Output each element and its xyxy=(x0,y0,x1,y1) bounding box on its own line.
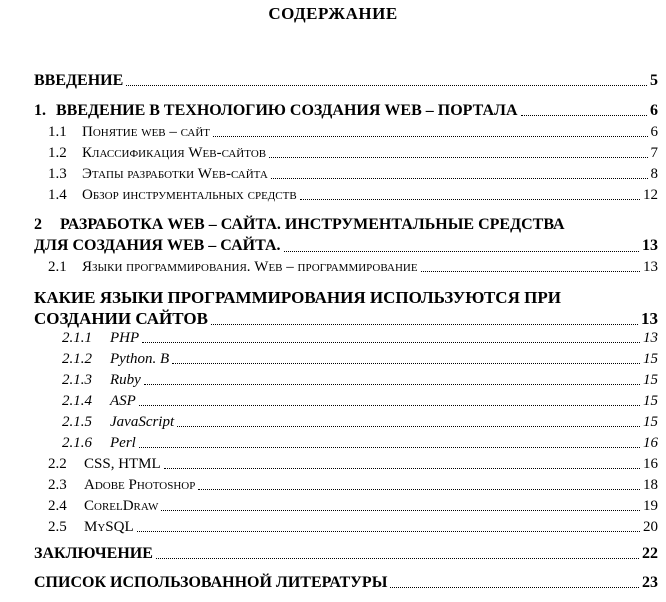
toc-entry-2-2[interactable] xyxy=(48,456,658,473)
dot-leader xyxy=(164,468,640,469)
toc-entry-number: 2.3 xyxy=(48,477,67,493)
toc-page-number: 15 xyxy=(643,393,658,409)
toc-entry-1-4[interactable] xyxy=(48,187,658,204)
toc-entry-text: Понятие web – сайт xyxy=(82,124,211,140)
toc-page-number: 8 xyxy=(650,166,658,182)
dot-leader xyxy=(284,251,640,252)
dot-leader xyxy=(126,85,647,86)
toc-page-number: 23 xyxy=(642,574,658,591)
toc-entry-text: ASP xyxy=(110,393,136,409)
toc-entry-conclusion[interactable] xyxy=(34,545,658,563)
toc-entry-number: 2.5 xyxy=(48,519,67,535)
toc-entry-text: СПИСОК ИСПОЛЬЗОВАННОЙ ЛИТЕРАТУРЫ xyxy=(34,574,388,591)
toc-entry-number: 2.2 xyxy=(48,456,67,472)
toc-entry-1-3[interactable] xyxy=(48,166,658,183)
toc-entry-languages[interactable] xyxy=(34,287,658,329)
dot-leader xyxy=(521,115,647,116)
toc-entry-chapter-1[interactable] xyxy=(34,102,658,120)
dot-leader xyxy=(177,426,640,427)
toc-page-number: 5 xyxy=(650,72,658,89)
dot-leader xyxy=(300,199,640,200)
dot-leader xyxy=(137,531,640,532)
toc-entry-number: 2.1 xyxy=(48,259,67,275)
dot-leader xyxy=(172,363,640,364)
toc-entry-2-1-5[interactable] xyxy=(62,414,658,431)
toc-entry-number: 1.3 xyxy=(48,166,67,182)
toc-entry-2-1-6[interactable] xyxy=(62,435,658,452)
toc-page-number: 13 xyxy=(643,259,658,275)
toc-entry-text: CSS, HTML xyxy=(84,456,161,472)
toc-entry-number: 2.4 xyxy=(48,498,67,514)
toc-entry-text: MySQL xyxy=(84,519,134,535)
dot-leader xyxy=(139,447,640,448)
toc-entry-text: Обзор инструментальных средств xyxy=(82,187,297,203)
dot-leader xyxy=(213,136,647,137)
toc-entry-number: 1.2 xyxy=(48,145,67,161)
toc-entry-text: Ruby xyxy=(110,372,141,388)
toc-page-number: 6 xyxy=(650,124,658,140)
toc-entry-2-3[interactable] xyxy=(48,477,658,494)
toc-entry-text-line2: ДЛЯ СОЗДАНИЯ WEB – САЙТА. xyxy=(34,237,281,254)
toc-entry-2-1-2[interactable] xyxy=(62,351,658,368)
dot-leader xyxy=(211,324,638,325)
toc-page-number: 13 xyxy=(641,309,658,328)
toc-entry-text: Adobe Photoshop xyxy=(84,477,196,493)
toc-page-number: 16 xyxy=(643,435,658,451)
dot-leader xyxy=(156,558,639,559)
toc-entry-2-5[interactable] xyxy=(48,519,658,536)
toc-entry-text: Классификация Web-сайтов xyxy=(82,145,267,161)
toc-entry-2-4[interactable] xyxy=(48,498,658,515)
toc-entry-number: 1.1 xyxy=(48,124,67,140)
dot-leader xyxy=(144,384,640,385)
toc-page-number: 13 xyxy=(643,330,658,346)
toc-entry-number: 2.1.3 xyxy=(62,372,92,388)
toc-entry-number: 2 xyxy=(34,216,42,233)
toc-entry-number: 2.1.2 xyxy=(62,351,92,367)
toc-entry-text-line1: КАКИЕ ЯЗЫКИ ПРОГРАММИРОВАНИЯ ИСПОЛЬЗУЮТСЯ ПРИ xyxy=(34,288,561,307)
toc-entry-references[interactable] xyxy=(34,574,658,592)
toc-entry-text: CorelDraw xyxy=(84,498,159,514)
toc-entry-number: 2.1.6 xyxy=(62,435,92,451)
toc-entry-text-line2: СОЗДАНИИ САЙТОВ xyxy=(34,309,208,328)
dot-leader xyxy=(269,157,647,158)
toc-entry-text: ЗАКЛЮЧЕНИЕ xyxy=(34,545,153,562)
toc-page-number: 13 xyxy=(642,237,658,254)
toc-entry-number: 2.1.1 xyxy=(62,330,92,346)
toc-entry-text: PHP xyxy=(110,330,140,346)
toc-entry-2-1-1[interactable] xyxy=(62,330,658,347)
toc-entry-2-1-4[interactable] xyxy=(62,393,658,410)
toc-entry-chapter-2[interactable] xyxy=(34,214,658,256)
toc-entry-2-1-3[interactable] xyxy=(62,372,658,389)
toc-entry-text: ВВЕДЕНИЕ В ТЕХНОЛОГИЮ СОЗДАНИЯ WEB – ПОРТАЛА xyxy=(56,102,518,119)
toc-page-number: 7 xyxy=(650,145,658,161)
toc-entry-intro[interactable] xyxy=(34,72,658,90)
dot-leader xyxy=(139,405,640,406)
toc-page-number: 19 xyxy=(643,498,658,514)
toc-entry-number: 2.1.4 xyxy=(62,393,92,409)
dot-leader xyxy=(142,342,640,343)
toc-entry-2-1[interactable] xyxy=(48,259,658,276)
toc-entry-number: 1. xyxy=(34,102,46,119)
toc-page-number: 18 xyxy=(643,477,658,493)
toc-entry-number: 2.1.5 xyxy=(62,414,92,430)
toc-page-number: 16 xyxy=(643,456,658,472)
page-title: СОДЕРЖАНИЕ xyxy=(268,4,398,23)
toc-entry-1-1[interactable] xyxy=(48,124,658,141)
toc-entry-text: Python. B xyxy=(110,351,170,367)
toc-entry-text: ВВЕДЕНИЕ xyxy=(34,72,124,89)
toc-page-number: 12 xyxy=(643,187,658,203)
dot-leader xyxy=(271,178,648,179)
toc-entry-text-line1: РАЗРАБОТКА WEB – САЙТА. ИНСТРУМЕНТАЛЬНЫЕ СРЕДСТВА xyxy=(60,216,565,233)
toc-entry-text: Perl xyxy=(110,435,136,451)
dot-leader xyxy=(390,587,639,588)
toc-entry-1-2[interactable] xyxy=(48,145,658,162)
toc-page-number: 15 xyxy=(643,351,658,367)
toc-entry-text: Этапы разработки Web-сайта xyxy=(82,166,268,182)
toc-entry-text: Языки программирования. Web – программирование xyxy=(82,259,418,275)
dot-leader xyxy=(421,271,640,272)
toc-page-number: 15 xyxy=(643,414,658,430)
toc-entry-text: JavaScript xyxy=(110,414,175,430)
dot-leader xyxy=(198,489,640,490)
toc-page-number: 15 xyxy=(643,372,658,388)
toc-page-number: 6 xyxy=(650,102,658,119)
toc-entry-number: 1.4 xyxy=(48,187,67,203)
toc-page-number: 20 xyxy=(643,519,658,535)
toc-page-number: 22 xyxy=(642,545,658,562)
dot-leader xyxy=(161,510,640,511)
